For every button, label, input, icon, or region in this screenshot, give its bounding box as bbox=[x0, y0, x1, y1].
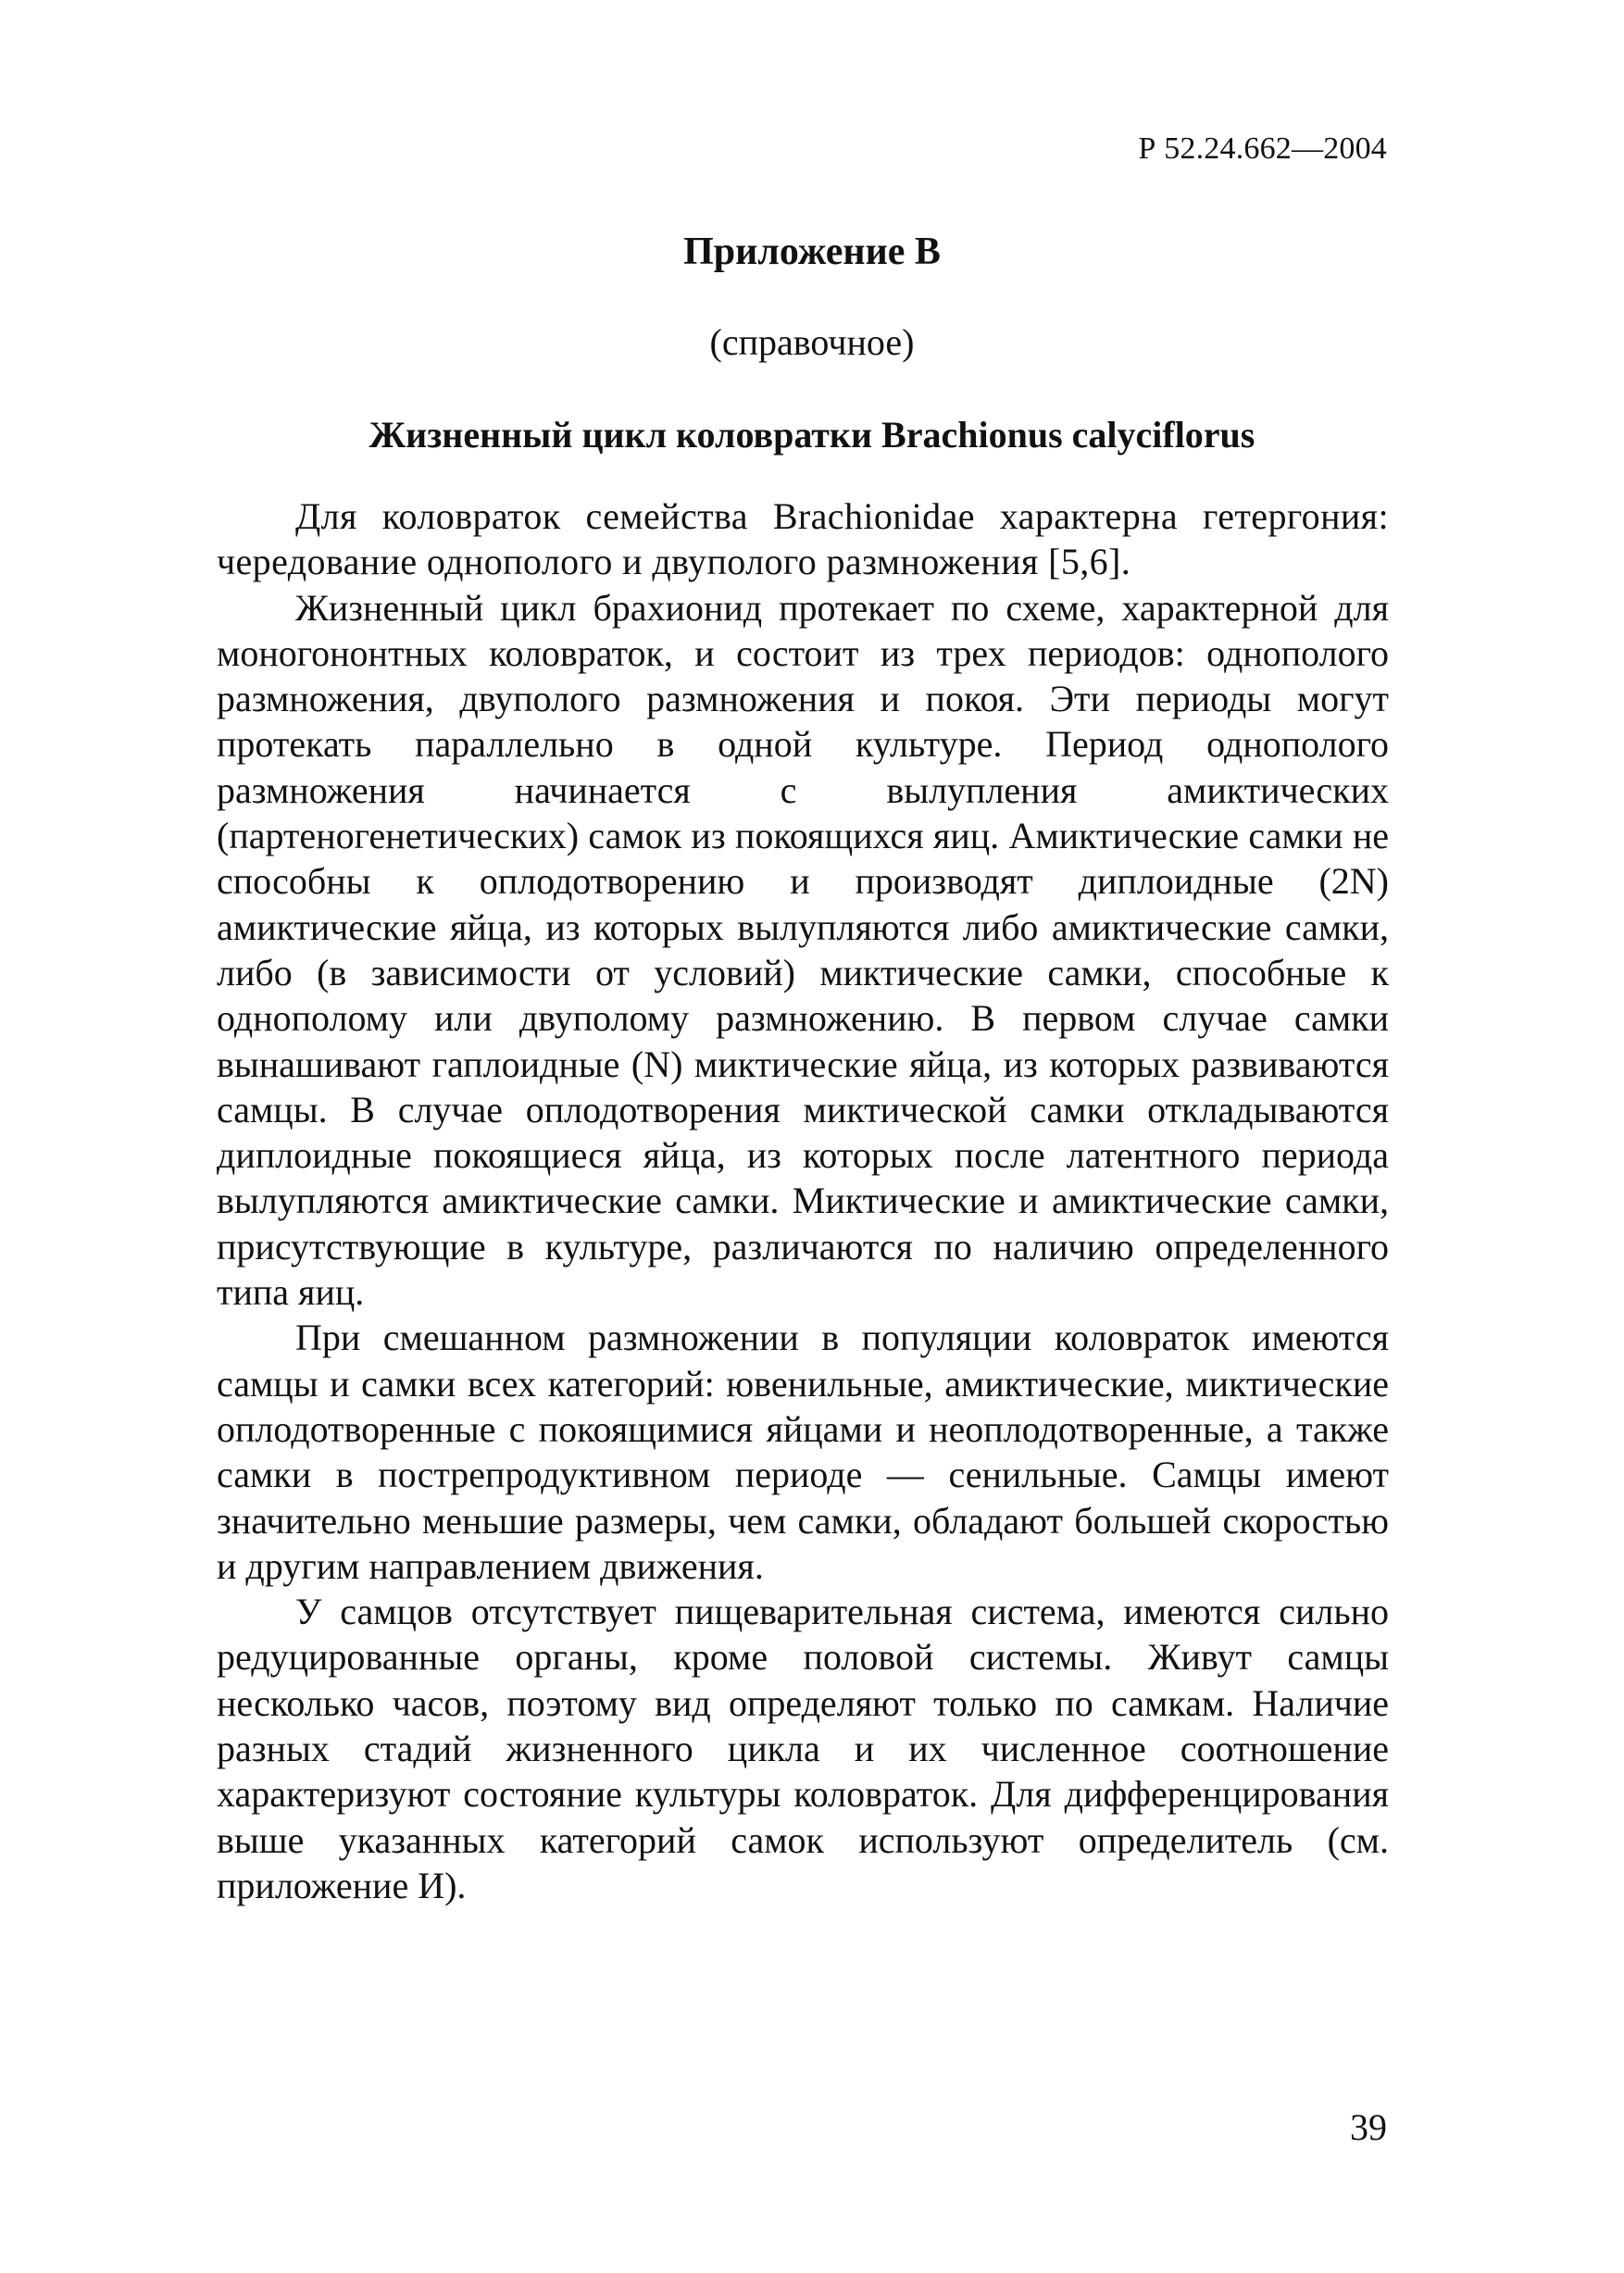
section-title: Жизненный цикл коловратки Brachionus calyciflorus bbox=[369, 414, 1255, 456]
paragraph-2: Жизненный цикл брахионид протекает по схеме, характерной для моногононтных коловраток, и состоит из трех периодов: однополого размножения, двуполого размножения и покоя. Эти периоды могут протекать параллельно в одной культуре. Период однополого размножения начинается с вылупления амиктических (партеногенетических) самок из покоящихся яиц. Амиктические самки не способны к оплодотворению и производят диплоидные (2N) амиктические яйца, из которых вылупляются либо амиктические самки, либо (в зависимости от условий) миктические самки, способные к однополому или двуполому размножению. В первом случае самки вынашивают гаплоидные (N) миктические яйца, из которых развиваются самцы. В случае оплодотворения миктической самки откладываются диплоидные покоящиеся яйца, из которых после латентного периода вылупляются амиктические самки. Миктические и амиктические самки, присутствующие в культуре, различаются по наличию определенного типа яиц. bbox=[217, 586, 1389, 1314]
body-text bbox=[217, 493, 1389, 1908]
paragraph-3: При смешанном размножении в популяции коловраток имеются самцы и самки всех категорий: ювенильные, амиктические, миктические оплодотворенные с покоящимися яйцами и неоплодотворенные, а также самки в пострепродуктивном периоде — сенильные. Самцы имеют значительно меньшие размеры, чем самки, обладают большей скоростью и другим направлением движения. bbox=[217, 1317, 1389, 1587]
doc-code: Р 52.24.662—2004 bbox=[1138, 131, 1387, 166]
appendix-kind: (справочное) bbox=[709, 321, 915, 363]
page-number: 39 bbox=[1350, 2106, 1387, 2148]
paragraph-1: Для коловраток семейства Brachionidae характерна гетергония: чередование однополого и двуполого размножения [5,6]. bbox=[217, 495, 1389, 583]
paragraph-4: У самцов отсутствует пищеварительная система, имеются сильно редуцированные органы, кроме половой системы. Живут самцы несколько часов, поэтому вид определяют только по самкам. Наличие разных стадий жизненного цикла и их численное соотношение характеризуют состояние культуры коловраток. Для дифференцирования выше указанных категорий самок используют определитель (см. приложение И). bbox=[217, 1591, 1389, 1906]
appendix-title: Приложение В bbox=[683, 231, 941, 273]
